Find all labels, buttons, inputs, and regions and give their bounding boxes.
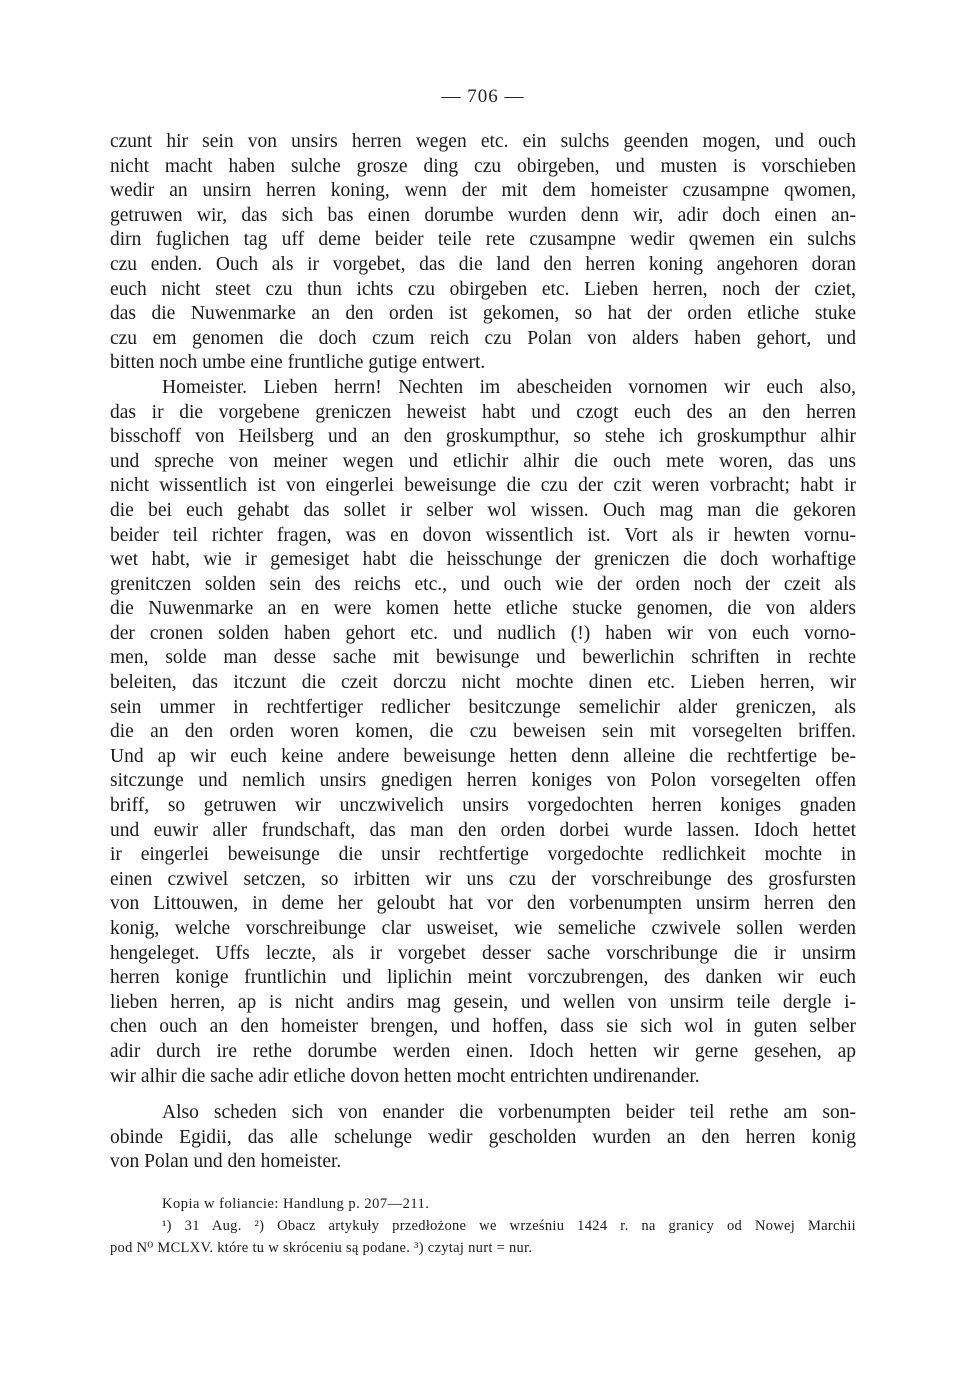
text-line: das die Nuwenmarke an den orden ist gekomen, so hat der orden etliche stuke [110, 303, 856, 325]
text-line: hengeleget. Uffs leczte, als ir vorgebet desser sache vorschribunge die ir unsirm [110, 942, 856, 964]
footnote-line: ¹) 31 Aug. ²) Obacz artykuły przedłożone we wrześniu 1424 r. na granicy od Nowej Marchii [162, 1217, 856, 1234]
text-line: czu em genomen die doch czum reich czu Polan von alders haben gehort, und [110, 327, 856, 349]
text-line: euch nicht steet czu thun ichts czu obirgeben etc. Lieben herren, noch der cziet, [110, 278, 856, 300]
text-line: getruwen wir, das sich bas einen dorumbe wurden denn wir, adir doch einen an- [110, 204, 856, 226]
source-note: Kopia w foliancie: Handlung p. 207—211. [162, 1195, 430, 1212]
paragraph-1 [110, 130, 856, 376]
text-line: chen ouch an den homeister brengen, und hoffen, dass sie sich wol in guten selber [110, 1016, 856, 1038]
text-line: grenitczen solden sein des reichs etc., und ouch wie der orden noch der czeit als [110, 573, 856, 595]
text-line: der cronen solden haben gehort etc. und nudlich (!) haben wir von euch vorno- [110, 622, 856, 644]
text-line: von Littouwen, in deme her geloubt hat vor den vorbenumpten unsirm herren den [110, 893, 856, 915]
text-line: das ir die vorgebene greniczen heweist habt und czogt euch des an den herren [110, 401, 856, 423]
text-line: bitten noch umbe eine fruntliche gutige entwert. [110, 352, 486, 374]
text-line: nicht wissentlich ist von eingerlei beweisunge die czu der czit weren vorbracht; habt ir [110, 475, 856, 497]
text-line: Und ap wir euch keine andere beweisunge hetten denn alleine die rechtfertige be- [110, 745, 856, 767]
text-line: die bei euch gehabt das sollet ir selber wol wissen. Ouch mag man die gekoren [110, 499, 856, 521]
text-line: obinde Egidii, das alle schelunge wedir gescholden wurden an den herren konig [110, 1126, 856, 1148]
footnotes [110, 1215, 856, 1259]
text-line: men, solde man desse sache mit bewisunge und bewerlichin schriften in rechte [110, 647, 856, 669]
text-line: dirn fuglichen tag uff deme beider teile rete czusampne wedir qwemen ein sulchs [110, 229, 856, 251]
text-line: nicht macht haben sulche grosze ding czu obirgeben, und musten is vorschieben [110, 155, 856, 177]
text-line: herren konige fruntlichin und liplichin meint vorczubrengen, des danken wir euch [110, 967, 856, 989]
text-line: die an den orden woren komen, die czu beweisen sein mit vorsegelten briffen. [110, 721, 856, 743]
text-line: konig, welche vorschreibunge clar usweiset, wie semeliche czwivele sollen werden [110, 918, 856, 939]
page-number: — 706 — [441, 86, 525, 107]
text-line: lieben herren, ap is nicht andirs mag gesein, und wellen von unsirm teile dergle i- [110, 991, 856, 1013]
footnote-line: pod N⁰ MCLXV. które tu w skróceniu są podane. ³) czytaj nurt = nur. [110, 1239, 533, 1256]
paragraph-spacer [110, 1089, 856, 1101]
text-line: czu enden. Ouch als ir vorgebet, das die land den herren koning angehoren doran [110, 253, 856, 275]
text-line: wedir an unsirn herren koning, wenn der mit dem homeister czusampne qwomen, [110, 180, 856, 202]
text-line: czunt hir sein von unsirs herren wegen etc. ein sulchs geenden mogen, und ouch [110, 131, 856, 152]
text-line: wet habt, wie ir gemesiget habt die heisschunge der greniczen die doch worhaftige [110, 549, 856, 571]
text-line: beider teil richter fragen, was en dovon wissentlich ist. Vort als ir hewten vornu- [110, 524, 856, 546]
document-page [110, 86, 856, 1259]
text-line: Homeister. Lieben herrn! Nechten im abescheiden vornomen wir euch also, [162, 376, 856, 398]
text-line: adir durch ire rethe dorumbe werden einen. Idoch hetten wir gerne gesehen, ap [110, 1040, 856, 1062]
text-line: von Polan und den homeister. [110, 1151, 342, 1173]
text-line: und spreche von meiner wegen und etlichir alhir die ouch mete woren, das uns [110, 450, 856, 472]
text-line: bisschoff von Heilsberg und an den groskumpthur, so stehe ich groskumpthur alhir [110, 426, 856, 448]
paragraph-3 [110, 1101, 856, 1175]
text-line: wir alhir die sache adir etliche dovon hetten mocht entrichten undirenander. [110, 1065, 700, 1087]
text-line: briff, so getruwen wir unczwivelich unsirs vorgedochten herren koniges gnaden [110, 795, 856, 817]
text-line: ir eingerlei beweisunge die unsir rechtfertige vorgedochte redlichkeit mochte in [110, 844, 856, 866]
text-line: Also scheden sich von enander die vorbenumpten beider teil rethe am son- [162, 1102, 856, 1124]
text-line: sein ummer in rechtfertiger redlicher besitczunge semelichir alder greniczen, als [110, 696, 856, 718]
text-line: einen czwivel setczen, so irbitten wir uns czu der vorschreibunge des grosfursten [110, 868, 856, 890]
text-line: die Nuwenmarke an en were komen hette etliche stucke genomen, die von alders [110, 598, 856, 620]
text-line: und euwir aller frundschaft, das man den orden dorbei wurde lassen. Idoch hettet [110, 819, 856, 841]
text-line: beleiten, das itczunt die czeit dorczu nicht mochte dinen etc. Lieben herren, wir [110, 672, 856, 694]
paragraph-2 [110, 376, 856, 1089]
text-line: sitczunge und nemlich unsirs gnedigen herren koniges von Polon vorsegelten offen [110, 770, 856, 792]
